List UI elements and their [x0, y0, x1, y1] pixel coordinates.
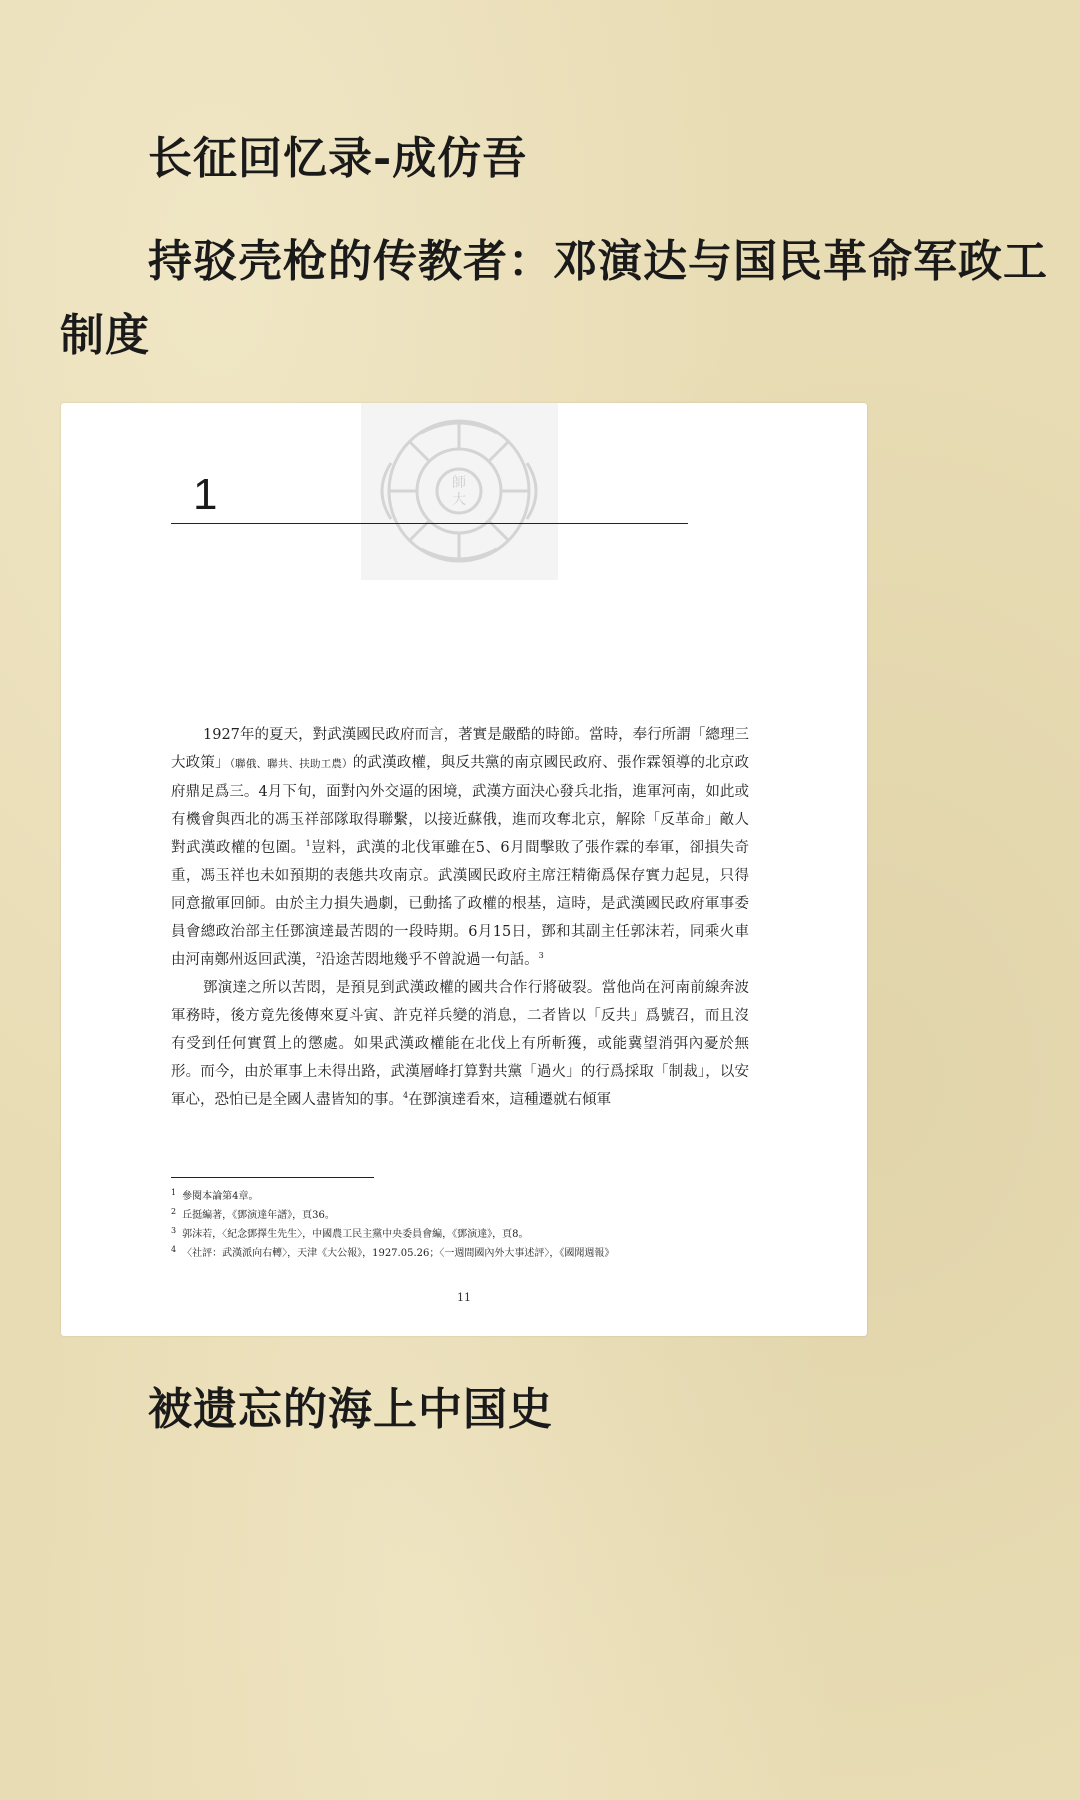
footnote-number: 3 — [171, 1225, 177, 1235]
paragraph-1 — [171, 721, 749, 974]
footnote-number: 1 — [171, 1187, 177, 1197]
paragraph-2-text: 在鄧演達看來，這種遷就右傾軍 — [408, 1092, 612, 1108]
chapter-rule — [171, 523, 688, 524]
book-title-2[interactable]: 持驳壳枪的传教者：邓演达与国民革命军政工制度 — [60, 236, 1048, 361]
footnote-text: 丘挺編著，《鄧演達年譜》，頁36。 — [182, 1210, 335, 1221]
footnote-rule — [171, 1177, 374, 1178]
svg-text:大: 大 — [452, 492, 466, 508]
page-number: 11 — [457, 1291, 471, 1304]
body-text — [171, 721, 749, 1114]
svg-text:師: 師 — [452, 475, 466, 491]
footnote-text: 〈社評：武漢派向右轉〉，天津《大公報》，1927.05.26；〈一週間國內外大事述評〉，《國聞週報》 — [182, 1248, 615, 1259]
footnote-text: 郭沫若，〈紀念鄧擇生先生〉，中國農工民主黨中央委員會編，《鄧演達》，頁8。 — [182, 1229, 529, 1240]
paragraph-1-small-text: （聯俄、聯共、扶助工農） — [229, 758, 353, 770]
footnote-ref[interactable]: 1 — [305, 839, 311, 849]
footnote-number: 2 — [171, 1206, 177, 1216]
footnote — [171, 1206, 771, 1225]
footnote-ref[interactable]: 2 — [316, 951, 322, 961]
footnote-number: 4 — [171, 1244, 177, 1254]
document-page-image[interactable] — [61, 403, 867, 1336]
book-title-1[interactable]: 长征回忆录-成仿吾 — [148, 133, 528, 184]
footnote — [171, 1187, 771, 1206]
footnote-text: 參閱本論第4章。 — [182, 1191, 259, 1202]
paragraph-2 — [171, 974, 749, 1114]
chapter-number: 1 — [193, 470, 218, 519]
footnote-ref[interactable]: 3 — [538, 951, 544, 961]
paragraph-2-text: 鄧演達之所以苦悶，是預見到武漢政權的國共合作行將破裂。當他尚在河南前線奔波軍務時，後方竟先後傳來夏斗寅、許克祥兵變的消息，二者皆以「反共」爲號召，而且沒有受到任何實質上的懲處。如果武漢政權能在北伐上有所斬獲，或能冀望消弭內憂於無形。而今，由於軍事上未得出路，武漢層峰打算對共黨「過火」的行爲採取「制裁」，以安軍心，恐怕已是全國人盡皆知的事。 — [171, 980, 749, 1108]
footnote — [171, 1244, 771, 1263]
seal-watermark-icon — [361, 403, 558, 580]
paragraph-1-text: 沿途苦悶地幾乎不曾說過一句話。 — [321, 952, 539, 968]
paragraph-1-text: 1927年的夏天，對武漢國民政府而言，著實是嚴酷的時節。當時，奉行所謂「總理三大政策」 — [171, 727, 749, 771]
book-title-3[interactable]: 被遗忘的海上中国史 — [148, 1384, 553, 1435]
paragraph-1-text: 豈料，武漢的北伐軍雖在5、6月間擊敗了張作霖的奉軍，卻損失奇重，馮玉祥也未如預期的表態共攻南京。武漢國民政府主席汪精衛爲保存實力起見，只得同意撤軍回師。由於主力損失過劇，已動搖了政權的根基，這時，是武漢國民政府軍事委員會總政治部主任鄧演達最苦悶的一段時期。6月15日，鄧和其副主任郭沫若，同乘火車由河南鄭州返回武漢， — [171, 840, 750, 968]
footnote-ref[interactable]: 4 — [403, 1091, 409, 1101]
footnote — [171, 1225, 771, 1244]
paragraph-1-text: 的武漢政權，與反共黨的南京國民政府、張作霖領導的北京政府鼎足爲三。4月下旬，面對內外交逼的困境，武漢方面決心發兵北指，進軍河南，如此或有機會與西北的馮玉祥部隊取得聯繫，以接近蘇俄，進而攻奪北京，解除「反革命」敵人對武漢政權的包圍。 — [171, 755, 750, 856]
footnotes — [171, 1187, 771, 1263]
